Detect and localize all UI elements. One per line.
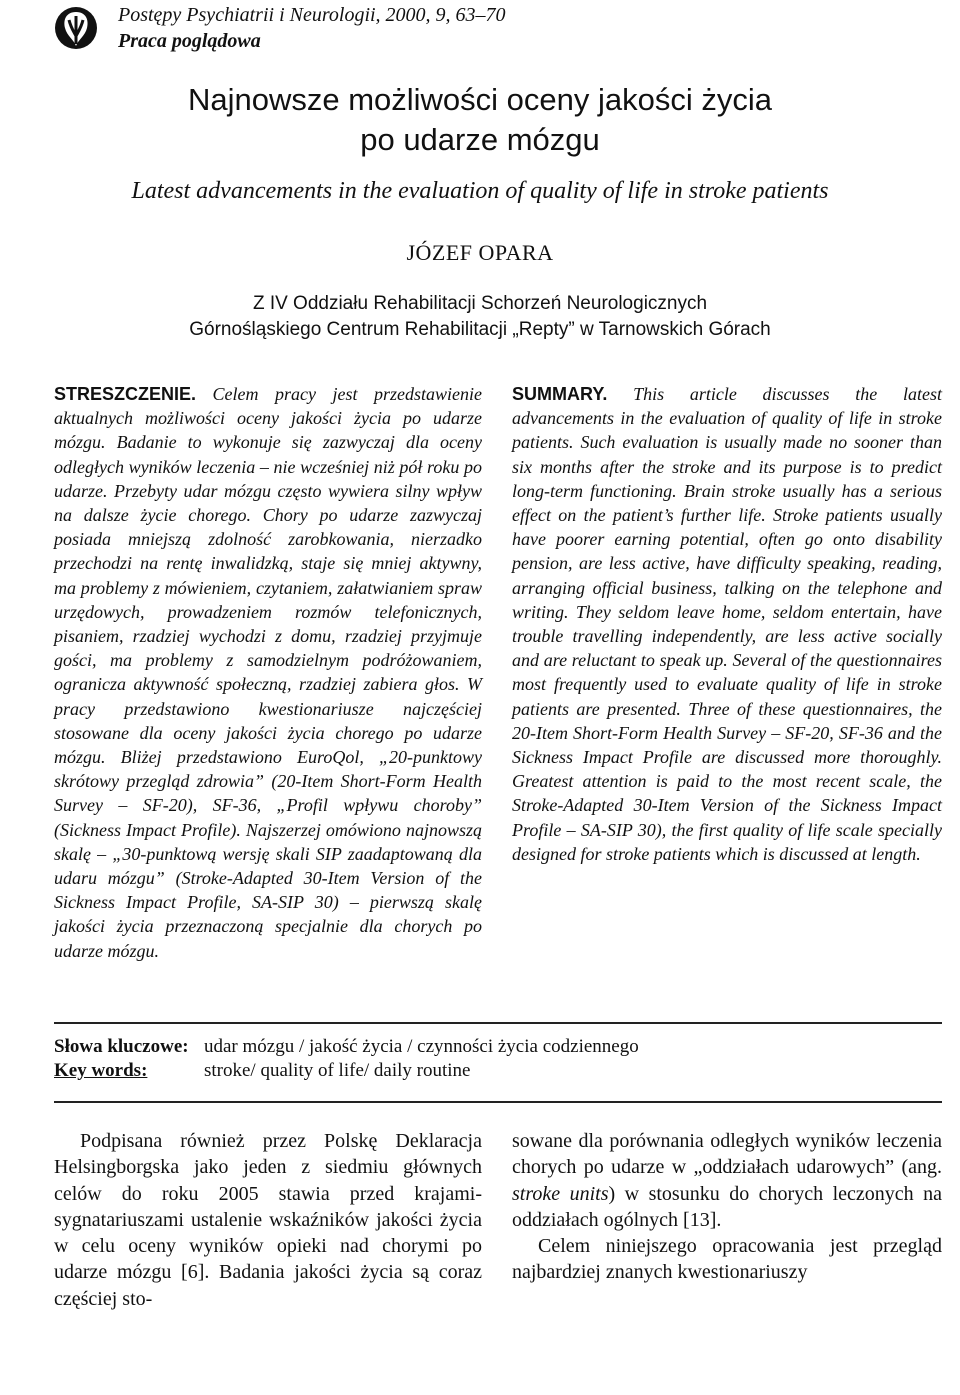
body-paragraph: Celem niniejszego opracowania jest przegląd najbardziej znanych kwestionariuszy bbox=[512, 1235, 942, 1284]
divider-bottom bbox=[54, 1101, 942, 1103]
affiliation-line-2: Górnośląskiego Centrum Rehabilitacji „Repty” w Tarnowskich Górach bbox=[189, 319, 771, 340]
body-paragraph: Podpisana również przez Polskę Deklaracja Helsingborgska jako jeden z siedmiu głównych celów do roku 2005 stawia przed krajami-sygnatariuszami ustalenie wskaźników jakości życia w celu oceny wyników opieki nad chorymi po udarze mózgu [6]. Badania jakości życia są coraz częściej sto- bbox=[54, 1130, 482, 1310]
body-column-2 bbox=[512, 1128, 942, 1286]
body-paragraph-continued bbox=[512, 1128, 942, 1233]
article-type: Praca poglądowa bbox=[118, 30, 261, 52]
article-title-line-2: po udarze mózgu bbox=[360, 122, 600, 157]
journal-header bbox=[118, 2, 506, 54]
journal-logo-icon bbox=[54, 6, 98, 50]
body-text: sowane dla porównania odległych wyników leczenia chorych po udarze w „oddziałach udarowych” (ang. bbox=[512, 1130, 942, 1179]
body-text: ) w stosunku do chorych leczonych na oddziałach ogólnych [13]. bbox=[512, 1182, 942, 1231]
abstract-english-heading: SUMMARY. bbox=[512, 384, 608, 404]
body-text-italic: stroke units bbox=[512, 1182, 609, 1205]
keywords-polish bbox=[54, 1036, 639, 1058]
journal-citation: Postępy Psychiatrii i Neurologii, 2000, 9, 63–70 bbox=[118, 4, 506, 26]
abstract-polish-text: Celem pracy jest przedstawienie aktualnych możliwości oceny jakości życia po udarze mózgu. Badanie to wykonuje się zazwyczaj dla oceny odległych wyników leczenia – nie wcześniej niż pół roku po udarze. Przebyty udar mózgu często wywiera silny wpływ na dalsze życie chorego. Chory po udarze zazwyczaj posiada mniejszą zdolność zarobkowania, nierzadko przechodzi na rentę inwalidzką, staje się mniej aktywny, ma problemy z mówieniem, czytaniem, załatwianiem spraw urzędowych, prowadzeniem rozmów telefonicznych, pisaniem, rzadziej wychodzi z domu, rzadziej przyjmuje gości, ma problemy z samodzielnym podróżowaniem, ogranicza aktywność społeczną, rzadziej zabiera głos. W pracy przedstawiono kwestionariusze najczęściej stosowane dla oceny jakości życia chorego po udarze mózgu. Bliżej przedstawiono EuroQol, „20-punktowy skrótowy przegląd zdrowia” (20-Item Short-Form Health Survey – SF-20), SF-36, „Profil wpływu choroby” (Sickness Impact Profile). Najszerzej omówiono najnowszą skalę – „30-punktową wersję skali SIP zaadaptowaną dla udaru mózgu” (Stroke-Adapted 30-Item Version of the Sickness Impact Profile, SA-SIP 30) – pierwszą skalę jakości życia przeznaczoną specjalnie dla chorych po udarze mózgu. bbox=[54, 384, 482, 961]
body-column-1 bbox=[54, 1128, 482, 1312]
keywords-english bbox=[54, 1060, 470, 1082]
keywords-english-label: Key words: bbox=[54, 1060, 148, 1081]
abstract-english-text: This article discusses the latest advancements in the evaluation of quality of life in stroke patients. Such evaluation is usually made no sooner than six months after the stroke and its purpose is to predict long-term functioning. Brain stroke usually has a serious effect on the patient’s further life. Stroke patients usually have poorer earning potential, often go onto disability pension, are less active, have difficulty speaking, reading, arranging official business, talking on the telephone and writing. They seldom leave home, seldom entertain, have trouble travelling independently, are less active socially and are reluctant to speak up. Several of the questionnaires most frequently used to evaluate quality of life in stroke patients are presented. Three of these questionnaires, the 20-Item Short-Form Health Survey – SF-20, SF-36 and the Sickness Impact Profile are discussed more thoroughly. Greatest attention is paid to the most recent scale, the Stroke-Adapted 30-Item Version of the Sickness Impact Profile – SA-SIP 30), the first quality of life scale specially designed for stroke patients which is discussed at length. bbox=[512, 384, 942, 864]
divider-top bbox=[54, 1022, 942, 1024]
article-subtitle: Latest advancements in the evaluation of quality of life in stroke patients bbox=[131, 178, 829, 204]
abstract-polish bbox=[54, 382, 482, 963]
keywords-english-value: stroke/ quality of life/ daily routine bbox=[204, 1060, 471, 1081]
abstract-polish-heading: STRESZCZENIE. bbox=[54, 384, 197, 404]
abstract-english bbox=[512, 382, 942, 866]
article-title-line-1: Najnowsze możliwości oceny jakości życia bbox=[187, 82, 773, 117]
author-name: JÓZEF OPARA bbox=[406, 240, 554, 265]
keywords-polish-value: udar mózgu / jakość życia / czynności życia codziennego bbox=[204, 1036, 639, 1057]
affiliation-line-1: Z IV Oddziału Rehabilitacji Schorzeń Neurologicznych bbox=[252, 293, 708, 314]
keywords-polish-label: Słowa kluczowe: bbox=[54, 1036, 189, 1057]
